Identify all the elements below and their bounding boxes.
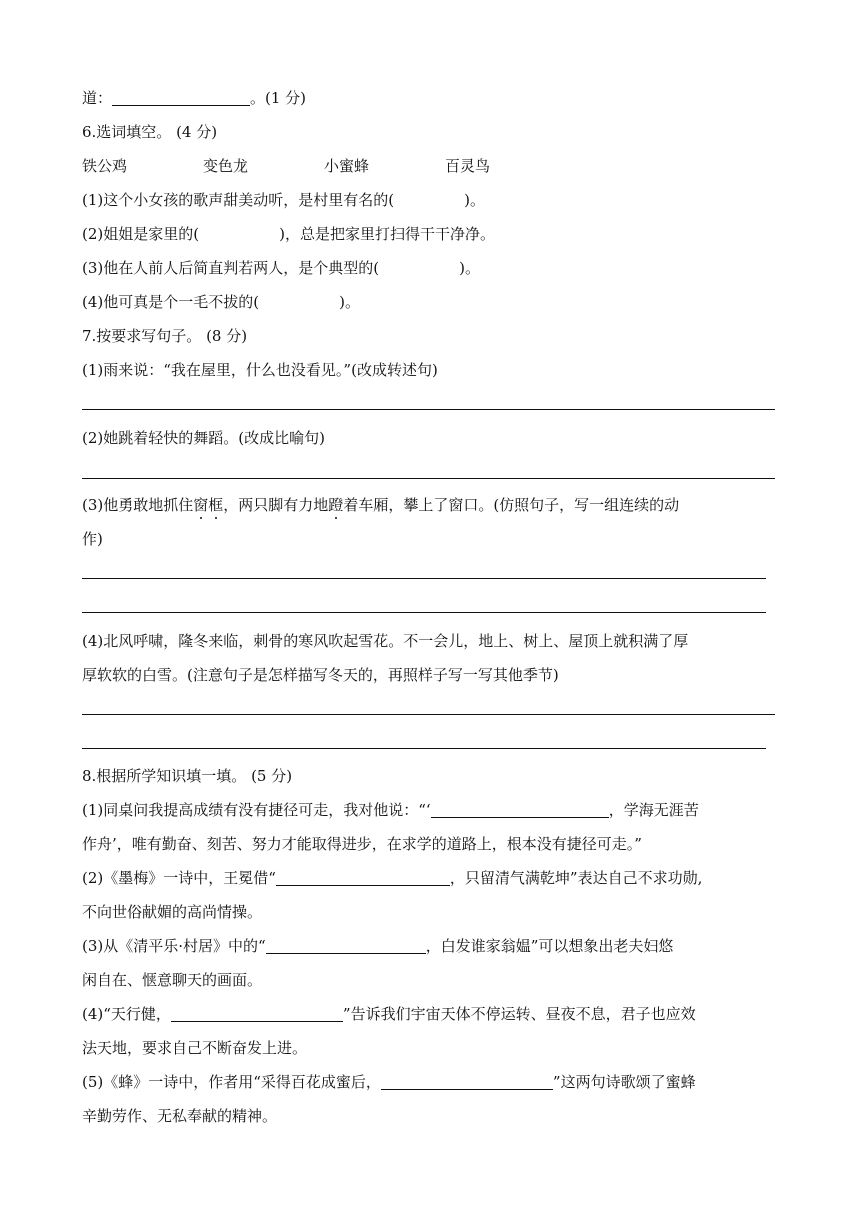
q8-title: 8.根据所学知识填一填。 (5 分) [82, 767, 293, 785]
q8-item-5-cont: 辛勤劳作、无私奉献的精神。 [82, 1107, 278, 1125]
word-option: 变色龙 [203, 157, 249, 175]
answer-line[interactable] [82, 578, 766, 579]
q8-item-3: (3)从《清平乐·村居》中的“ ，白发谁家翁媪”可以想象出老夫妇悠 [82, 937, 674, 955]
q7-sentence-4: (4)北风呼啸，隆冬来临，刺骨的寒风吹起雪花。不一会儿，地上、树上、屋顶上就积满了厚 [82, 632, 689, 650]
answer-blank[interactable] [112, 89, 250, 106]
q8-item-1-cont: 作舟’，唯有勤奋、刻苦、努力才能取得进步，在求学的道路上，根本没有捷径可走。” [82, 835, 642, 853]
answer-line[interactable] [82, 714, 775, 715]
answer-blank[interactable] [276, 869, 450, 886]
q8-item-4-cont: 法天地，要求自己不断奋发上进。 [82, 1039, 308, 1057]
word-option: 小蜜蜂 [324, 157, 370, 175]
q6-item-2: (2)姐姐是家里的( )，总是把家里打扫得干干净净。 [82, 225, 495, 243]
q8-item-2-cont: 不向世俗献媚的高尚情操。 [82, 903, 263, 921]
q8-item-3-cont: 闲自在、惬意聊天的画面。 [82, 971, 263, 989]
q6-word-bank [82, 156, 490, 176]
word-option: 铁公鸡 [82, 157, 128, 175]
q8-item-4: (4)“天行健， ”告诉我们宇宙天体不停运转、昼夜不息，君子也应效 [82, 1005, 696, 1023]
word-option: 百灵鸟 [445, 157, 491, 175]
q7-sentence-2: (2)她跳着轻快的舞蹈。(改成比喻句) [82, 429, 325, 447]
q7-sentence-3-cont: 作) [82, 530, 103, 548]
q6-item-4: (4)他可真是个一毛不拔的( )。 [82, 293, 360, 311]
q7-sentence-4-cont: 厚软软的白雪。(注意句子是怎样描写冬天的，再照样子写一写其他季节) [82, 666, 559, 684]
q5-answer-line: 道： 。(1 分) [82, 89, 307, 107]
q6-item-3: (3)他在人前人后简直判若两人，是个典型的( )。 [82, 259, 480, 277]
answer-line[interactable] [82, 612, 766, 613]
answer-blank[interactable] [266, 937, 426, 954]
emphasis-dot-char: 窗 [193, 496, 209, 514]
q7-sentence-1: (1)雨来说：“我在屋里，什么也没看见。”(改成转述句) [82, 361, 438, 379]
q8-item-1: (1)同桌问我提高成绩有没有捷径可走，我对他说：“‘ ，学海无涯苦 [82, 801, 699, 819]
q8-item-5: (5)《蜂》一诗中，作者用“采得百花成蜜后， ”这两句诗歌颂了蜜蜂 [82, 1073, 696, 1091]
q6-item-1: (1)这个小女孩的歌声甜美动听，是村里有名的( )。 [82, 191, 485, 209]
answer-blank[interactable] [381, 1073, 553, 1090]
answer-line[interactable] [82, 478, 775, 479]
answer-line[interactable] [82, 748, 766, 749]
q8-item-2: (2)《墨梅》一诗中，王冕借“ ，只留清气满乾坤”表达自己不求功勋, [82, 869, 703, 887]
answer-line[interactable] [82, 409, 775, 410]
q7-title: 7.按要求写句子。 (8 分) [82, 327, 248, 345]
emphasis-dot-char: 蹬 [328, 496, 344, 514]
answer-blank[interactable] [171, 1005, 343, 1022]
q7-sentence-3: (3)他勇敢地抓住窗框，两只脚有力地蹬着车厢，攀上了窗口。(仿照句子，写一组连续的动 [82, 496, 680, 514]
emphasis-dot-char: 框 [208, 496, 224, 514]
answer-blank[interactable] [431, 801, 609, 818]
q6-title: 6.选词填空。 (4 分) [82, 123, 218, 141]
